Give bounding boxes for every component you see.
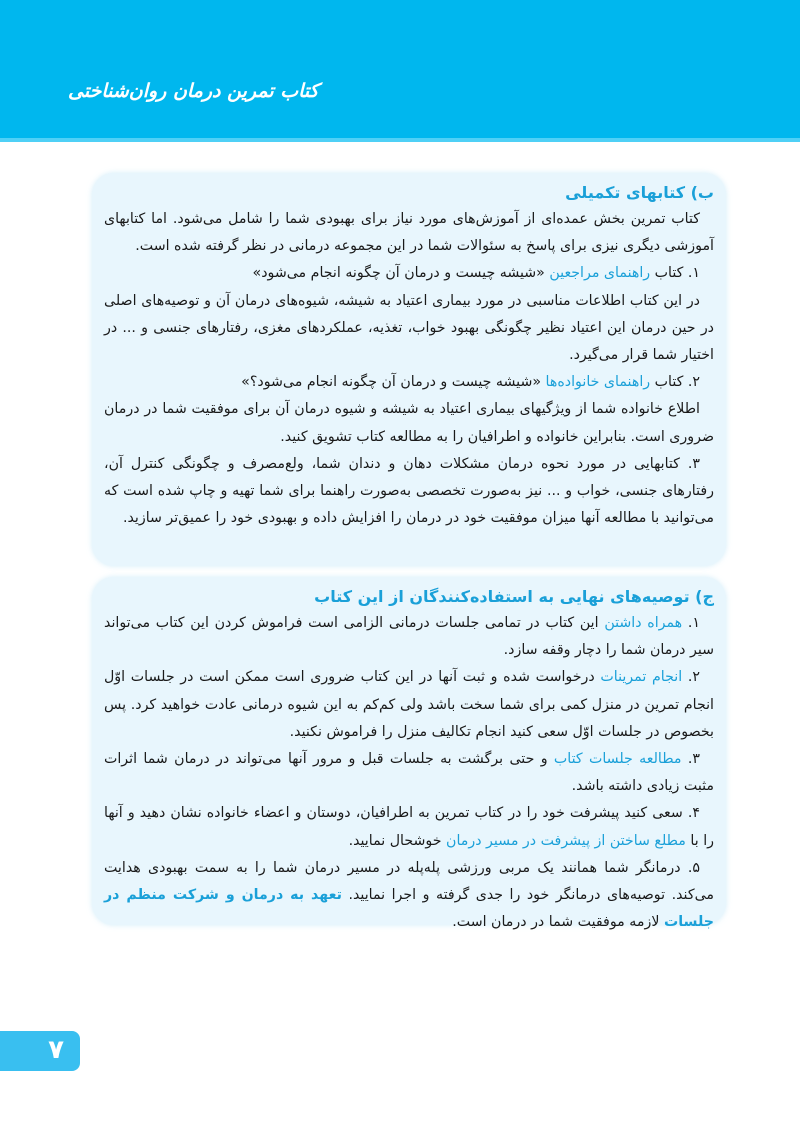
book-name: «شیشه چیست و درمان آن چگونه انجام می‌شود» — [252, 265, 545, 282]
header-banner — [0, 0, 800, 138]
list-item — [104, 800, 714, 854]
section-intro: کتاب تمرین بخش عمده‌ای از آموزش‌های مورد نیاز برای بهبودی شما را شامل می‌شود. اما کتابهای آموزشی دیگری نیزی برای پاسخ به سئوالات شما در این مجموعه درمانی در نظر گرفته شده است. — [104, 211, 714, 255]
item-body: اطلاع خانواده شما از ویژگیهای بیماری اعتیاد به شیشه و شیوه درمان آن برای موفقیت شما در درمان ضروری است. بنابراین خانواده و اطرافیان را به مطالعه کتاب تشویق کنید. — [104, 401, 714, 445]
item-prefix: ۱. کتاب — [654, 265, 700, 282]
book-name: «شیشه چیست و درمان آن چگونه انجام می‌شود؟» — [241, 374, 542, 391]
item-text: ۵. درمانگر شما همانند یک مربی ورزشی پله‌پله در مسیر درمان شما را به سمت بهبودی هدایت می‌کند. توصیه‌های درمانگر خود را جدی گرفته و اجرا نمایید. — [104, 859, 715, 904]
header-divider — [0, 138, 800, 142]
item-number: ۳. — [687, 751, 700, 768]
item-text: خوشحال نمایید. — [348, 832, 442, 849]
highlighted-term: راهنمای مراجعین — [549, 265, 651, 282]
item-number: ۲. — [687, 669, 700, 686]
item-number: ۱. — [687, 615, 701, 631]
section-supplementary-books — [92, 173, 726, 566]
section-heading: ج) توصیه‌های نهایی به استفاده‌کنندگان از این کتاب — [314, 587, 714, 606]
item-body: ۳. کتابهایی در مورد نحوه درمان مشکلات دهان و دندان شما، ولع‌مصرف و چگونگی کنترل آن، رفتارهای جنسی، خواب و ... نیز به‌صورت تخصصی به‌صورت راهنما برای شما تهیه و چاپ شده است که می‌توانید با مطالعه آنها میزان موفقیت خود در درمان را افزایش داده و بهبودی خود را عمیق‌تر سازید. — [104, 455, 714, 527]
item-prefix: ۲. کتاب — [654, 374, 700, 391]
list-item — [104, 664, 714, 746]
list-item — [104, 855, 714, 937]
highlighted-term: تعهد به درمان و شرکت منظم در جلسات — [104, 887, 714, 931]
item-title — [104, 369, 714, 396]
list-item — [104, 610, 714, 664]
page-number: ۷ — [48, 1035, 64, 1065]
highlighted-term: مطالعه جلسات کتاب — [553, 751, 682, 768]
page-number-tab — [0, 1031, 80, 1071]
item-text: لازمه موفقیت شما در درمان است. — [452, 914, 660, 931]
highlighted-term: راهنمای خانواده‌ها — [545, 374, 651, 391]
section-final-recommendations — [92, 577, 726, 931]
item-title — [104, 260, 714, 287]
item-text: این کتاب در تمامی جلسات درمانی الزامی است فراموش کردن این کتاب می‌تواند سیر درمان شما را دچار وقفه سازد. — [104, 615, 714, 659]
list-item — [104, 746, 714, 800]
item-text: درخواست شده و ثبت آنها در این کتاب ضروری است ممکن است در جلسات اوّل انجام تمرین در منزل کمی برای شما سخت باشد ولی کم‌کم به این شیوه درمانی عادت خواهید کرد. پس بخصوص در جلسات اوّل سعی کنید انجام تکالیف منزل را فراموش نکنید. — [104, 669, 714, 740]
book-title: کتاب تمرین درمان روان‌شناختی — [68, 80, 319, 102]
highlighted-term: مطلع ساختن از پیشرفت در مسیر درمان — [446, 832, 686, 849]
item-text: ۴. سعی کنید پیشرفت خود را در کتاب تمرین به اطرافیان، دوستان و اعضاء خانواده نشان دهید و آنها را با — [104, 805, 714, 849]
item-text: و حتی برگشت به جلسات قبل و مرور آنها می‌تواند در درمان شما اثرات مثبت زیادی داشته باشد. — [104, 751, 714, 795]
item-body: در این کتاب اطلاعات مناسبی در مورد بیماری اعتیاد به شیشه، شیوه‌های درمان آن و توصیه‌های اصلی در حین درمان این اعتیاد نظیر چگونگی بهبود خواب، تغذیه، عملکردهای مغزی، رفتارهای جنسی و ... در اختیار شما قرار می‌گیرد. — [104, 292, 714, 364]
highlighted-term: انجام تمرینات — [600, 669, 683, 686]
highlighted-term: همراه داشتن — [604, 615, 683, 631]
section-heading: ب) کتابهای تکمیلی — [565, 183, 714, 202]
